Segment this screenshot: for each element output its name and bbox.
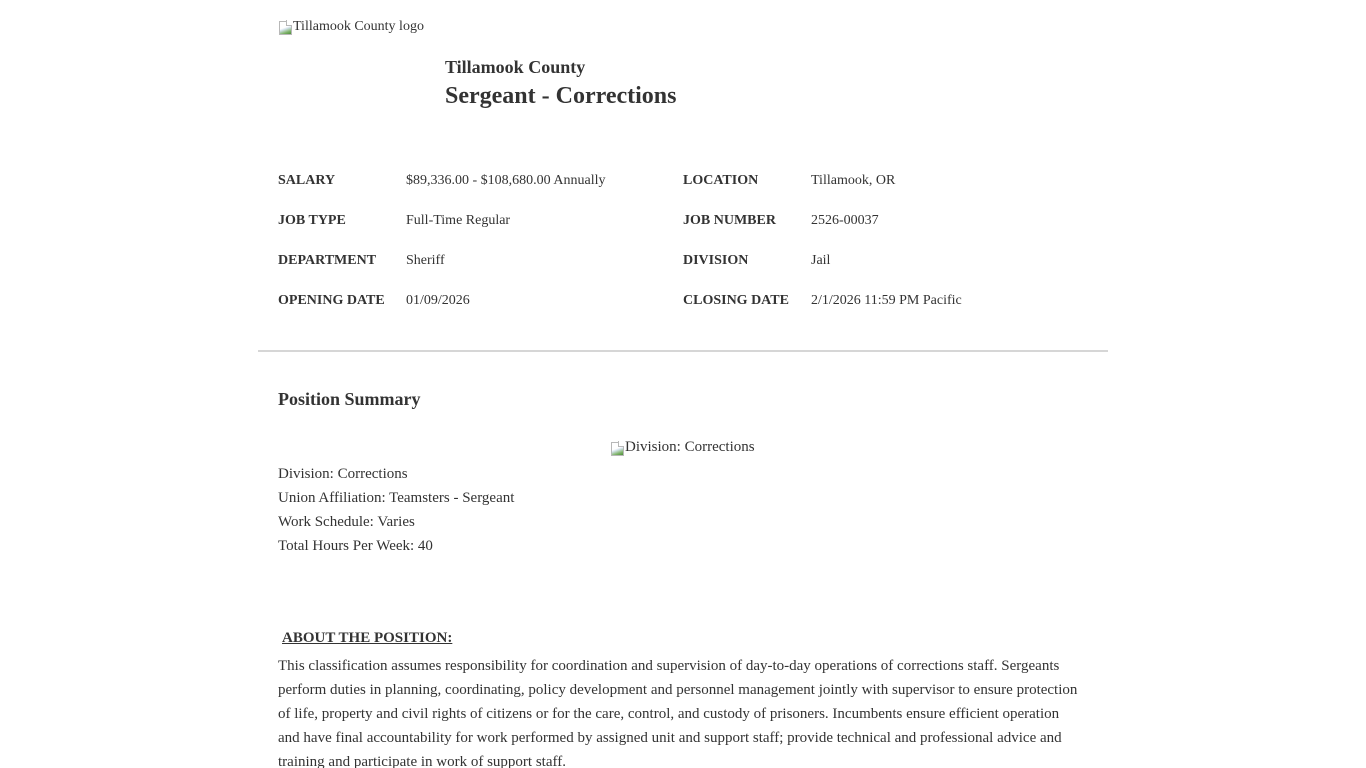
info-label: DEPARTMENT — [278, 253, 377, 268]
section-divider — [258, 350, 1108, 352]
about-position-body — [278, 654, 1088, 768]
info-value: Sheriff — [406, 253, 445, 268]
about-line: and have final accountability for work performed by assigned unit and support staff; provide technical and professional advice and — [278, 730, 1062, 746]
page-title: Sergeant - Corrections — [445, 83, 677, 109]
broken-image-icon — [278, 20, 292, 34]
info-label: LOCATION — [683, 173, 759, 188]
summary-line-schedule: Work Schedule: Varies — [278, 514, 415, 530]
division-image-alt-text: Division: Corrections — [625, 439, 755, 455]
organization-name: Tillamook County — [445, 57, 586, 77]
info-value: Tillamook, OR — [811, 173, 896, 188]
info-value: Jail — [811, 253, 831, 268]
info-value: 2526-00037 — [811, 213, 879, 228]
info-label: DIVISION — [683, 253, 749, 268]
logo-alt-text: Tillamook County logo — [293, 19, 424, 34]
about-line: of life, property and civil rights of citizens or for the care, control, and custody of prisoners. Incumbents ensure efficient operation — [278, 706, 1060, 722]
position-summary-heading: Position Summary — [278, 389, 421, 409]
about-position-heading: ABOUT THE POSITION: — [282, 630, 453, 646]
summary-line-union: Union Affiliation: Teamsters - Sergeant — [278, 490, 515, 506]
info-value: $89,336.00 - $108,680.00 Annually — [406, 173, 606, 188]
position-summary-details — [278, 462, 514, 558]
info-value: Full-Time Regular — [406, 213, 511, 228]
info-value: 01/09/2026 — [406, 293, 470, 308]
about-line: training and participate in work of support staff. — [278, 754, 566, 768]
info-label: CLOSING DATE — [683, 293, 789, 308]
info-label: JOB TYPE — [278, 213, 346, 228]
about-line: perform duties in planning, coordinating, policy development and personnel management jointly with supervisor to ensure protection — [278, 682, 1078, 698]
info-value: 2/1/2026 11:59 PM Pacific — [811, 293, 962, 308]
about-line: This classification assumes responsibility for coordination and supervision of day-to-day operations of corrections staff. Sergeants — [278, 658, 1060, 674]
division-image — [610, 439, 755, 456]
summary-line-hours: Total Hours Per Week: 40 — [278, 538, 433, 554]
info-label: OPENING DATE — [278, 293, 385, 308]
summary-line-division: Division: Corrections — [278, 466, 408, 482]
info-label: JOB NUMBER — [683, 213, 776, 228]
info-label: SALARY — [278, 173, 336, 188]
county-logo — [278, 19, 424, 35]
broken-image-icon — [610, 441, 624, 455]
